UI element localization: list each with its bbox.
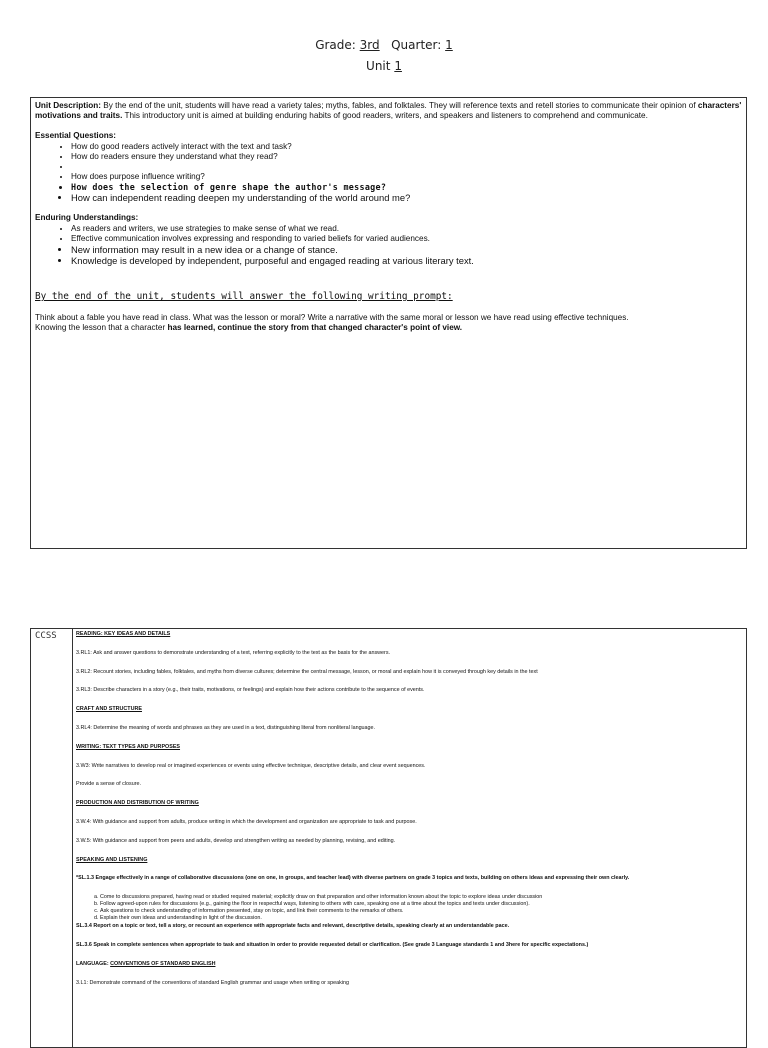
list-item: • How does purpose influence writing? [71,172,742,182]
standard-w4: 3.W.4: With guidance and support from adults, produce writing in which the development and organization are appropriate to task and purpose. [76,818,417,825]
reading-heading: READING: KEY IDEAS AND DETAILS [76,631,171,637]
unit-description-text: By the end of the unit, students will have read a variety tales; myths, fables, and folktales. They will reference texts and retell stories to communicate their opinion of [100,101,698,110]
unit-description-label: Unit Description: [35,101,101,110]
writing-prompt [35,313,742,333]
standard-rl2: 3.RL2: Recount stories, including fables, folktales, and myths from diverse cultures; determine the central message, lesson, or moral and explain how it is conveyed through key details in the text [76,668,538,675]
grade-value: 3rd [359,38,380,52]
list-item: • How do good readers actively interact with the text and task? [71,142,742,152]
standard-w3: 3.W3: Write narratives to develop real or imagined experiences or events using effective technique, descriptive details, and clear event sequences. [76,762,426,769]
unit-description-bold: characters' motivations and traits. [35,101,742,120]
list-item: • New information may result in a new idea or a change of stance. [71,244,742,255]
craft-heading: CRAFT AND STRUCTURE [76,706,142,713]
quarter-value: 1 [445,38,453,52]
closure-note: Provide a sense of closure. [76,781,142,788]
list-item: • As readers and writers, we use strategies to make sense of what we read. [71,224,742,234]
standard-sl4: SL.3.4 Report on a topic or text, tell a story, or recount an experience with appropriate facts and relevant, descriptive details, speaking clearly at an understandable pace. [76,923,510,930]
standard-w5: 3.W.5: With guidance and support from peers and adults, develop and strengthen writing as needed by planning, revising, and editing. [76,837,396,844]
ccss-label-column [31,629,73,1047]
essential-questions-section [35,131,742,203]
page-header-grade-quarter [0,38,768,52]
writing-prompt-line1: Think about a fable you have read in class. What was the lesson or moral? Write a narrative with the same moral or lesson we have read using effective techniques. [35,313,629,322]
list-item: b. Follow agreed-upon rules for discussions (e.g., gaining the floor in respectful ways, listening to others with care, speaking one at a time about the topics and texts under discussion). [100,901,742,908]
sl1-sublist [76,894,742,922]
list-item: c. Ask questions to check understanding of information presented, stay on topic, and link their comments to the remarks of others. [100,908,742,915]
unit-overview-box [30,97,747,549]
standard-rl1: 3.RL1: Ask and answer questions to demonstrate understanding of a text, referring explicitly to the text as the basis for the answers. [76,649,391,656]
unit-description [35,101,742,121]
list-item: • How do readers ensure they understand what they read? [71,152,742,162]
speaking-heading: SPEAKING AND LISTENING [76,856,148,863]
ccss-standards-table [30,628,747,1048]
list-item: • Knowledge is developed by independent, purposeful and engaged reading at various literary text. [71,255,742,266]
quarter-label: Quarter: [391,38,442,52]
list-item: a. Come to discussions prepared, having read or studied required material; explicitly draw on that preparation and other information known about the topic to explore ideas under discussion [100,894,742,901]
standard-rl4: 3.RL4: Determine the meaning of words and phrases as they are used in a text, distinguishing literal from nonliteral language. [76,724,376,731]
page-header-unit [0,59,768,73]
grade-label: Grade: [315,38,356,52]
essential-questions-list [35,142,742,203]
list-item: • How can independent reading deepen my understanding of the world around me? [71,192,742,203]
standards-content [76,631,742,998]
standard-sl6: SL.3.6 Speak in complete sentences when appropriate to task and situation in order to provide requested detail or clarification. (See grade 3 Language standards 1 and 3here for specific expectations.) [76,941,589,948]
language-heading-line [76,961,742,968]
list-item: • How does the selection of genre shape the author's message? [71,182,742,192]
writing-heading: WRITING: TEXT TYPES AND PURPOSES [76,743,181,750]
unit-label: Unit [366,59,391,73]
production-heading: PRODUCTION AND DISTRIBUTION OF WRITING [76,800,199,807]
enduring-understandings-title: Enduring Understandings: [35,213,139,222]
ccss-label: CCSS [35,631,57,641]
list-item: • Effective communication involves expressing and responding to varied beliefs for varied audiences. [71,234,742,244]
standard-sl1: *SL.1.3 Engage effectively in a range of collaborative discussions (one on one, in groups, and teacher lead) with diverse partners on grade 3 topics and texts, building on others ideas and expressing their own clearly. [76,875,630,882]
writing-prompt-heading: By the end of the unit, students will answer the following writing prompt: [35,291,453,302]
essential-questions-title: Essential Questions: [35,131,116,140]
enduring-understandings-list [35,224,742,266]
enduring-understandings-section [35,213,742,266]
writing-prompt-line2-plain: Knowing the lesson that a character [35,323,168,332]
list-item [71,162,742,172]
standard-rl3: 3.RL3: Describe characters in a story (e.g., their traits, motivations, or feelings) and explain how their actions contribute to the sequence of events. [76,687,425,694]
standard-l1: 3.L1: Demonstrate command of the conventions of standard English grammar and usage when writing or speaking [76,979,349,986]
list-item: d. Explain their own ideas and understanding in light of the discussion. [100,915,742,922]
writing-prompt-line2 [35,323,742,333]
unit-description-text-end: This introductory unit is aimed at building enduring habits of good readers, writers, and speakers and listeners to comprehend and communicate. [122,111,648,120]
writing-prompt-line2-bold: has learned, continue the story from that changed character's point of view. [167,323,463,332]
language-heading: CONVENTIONS OF STANDARD ENGLISH [110,960,216,967]
unit-value: 1 [394,59,402,73]
language-prefix: LANGUAGE: [76,960,111,967]
